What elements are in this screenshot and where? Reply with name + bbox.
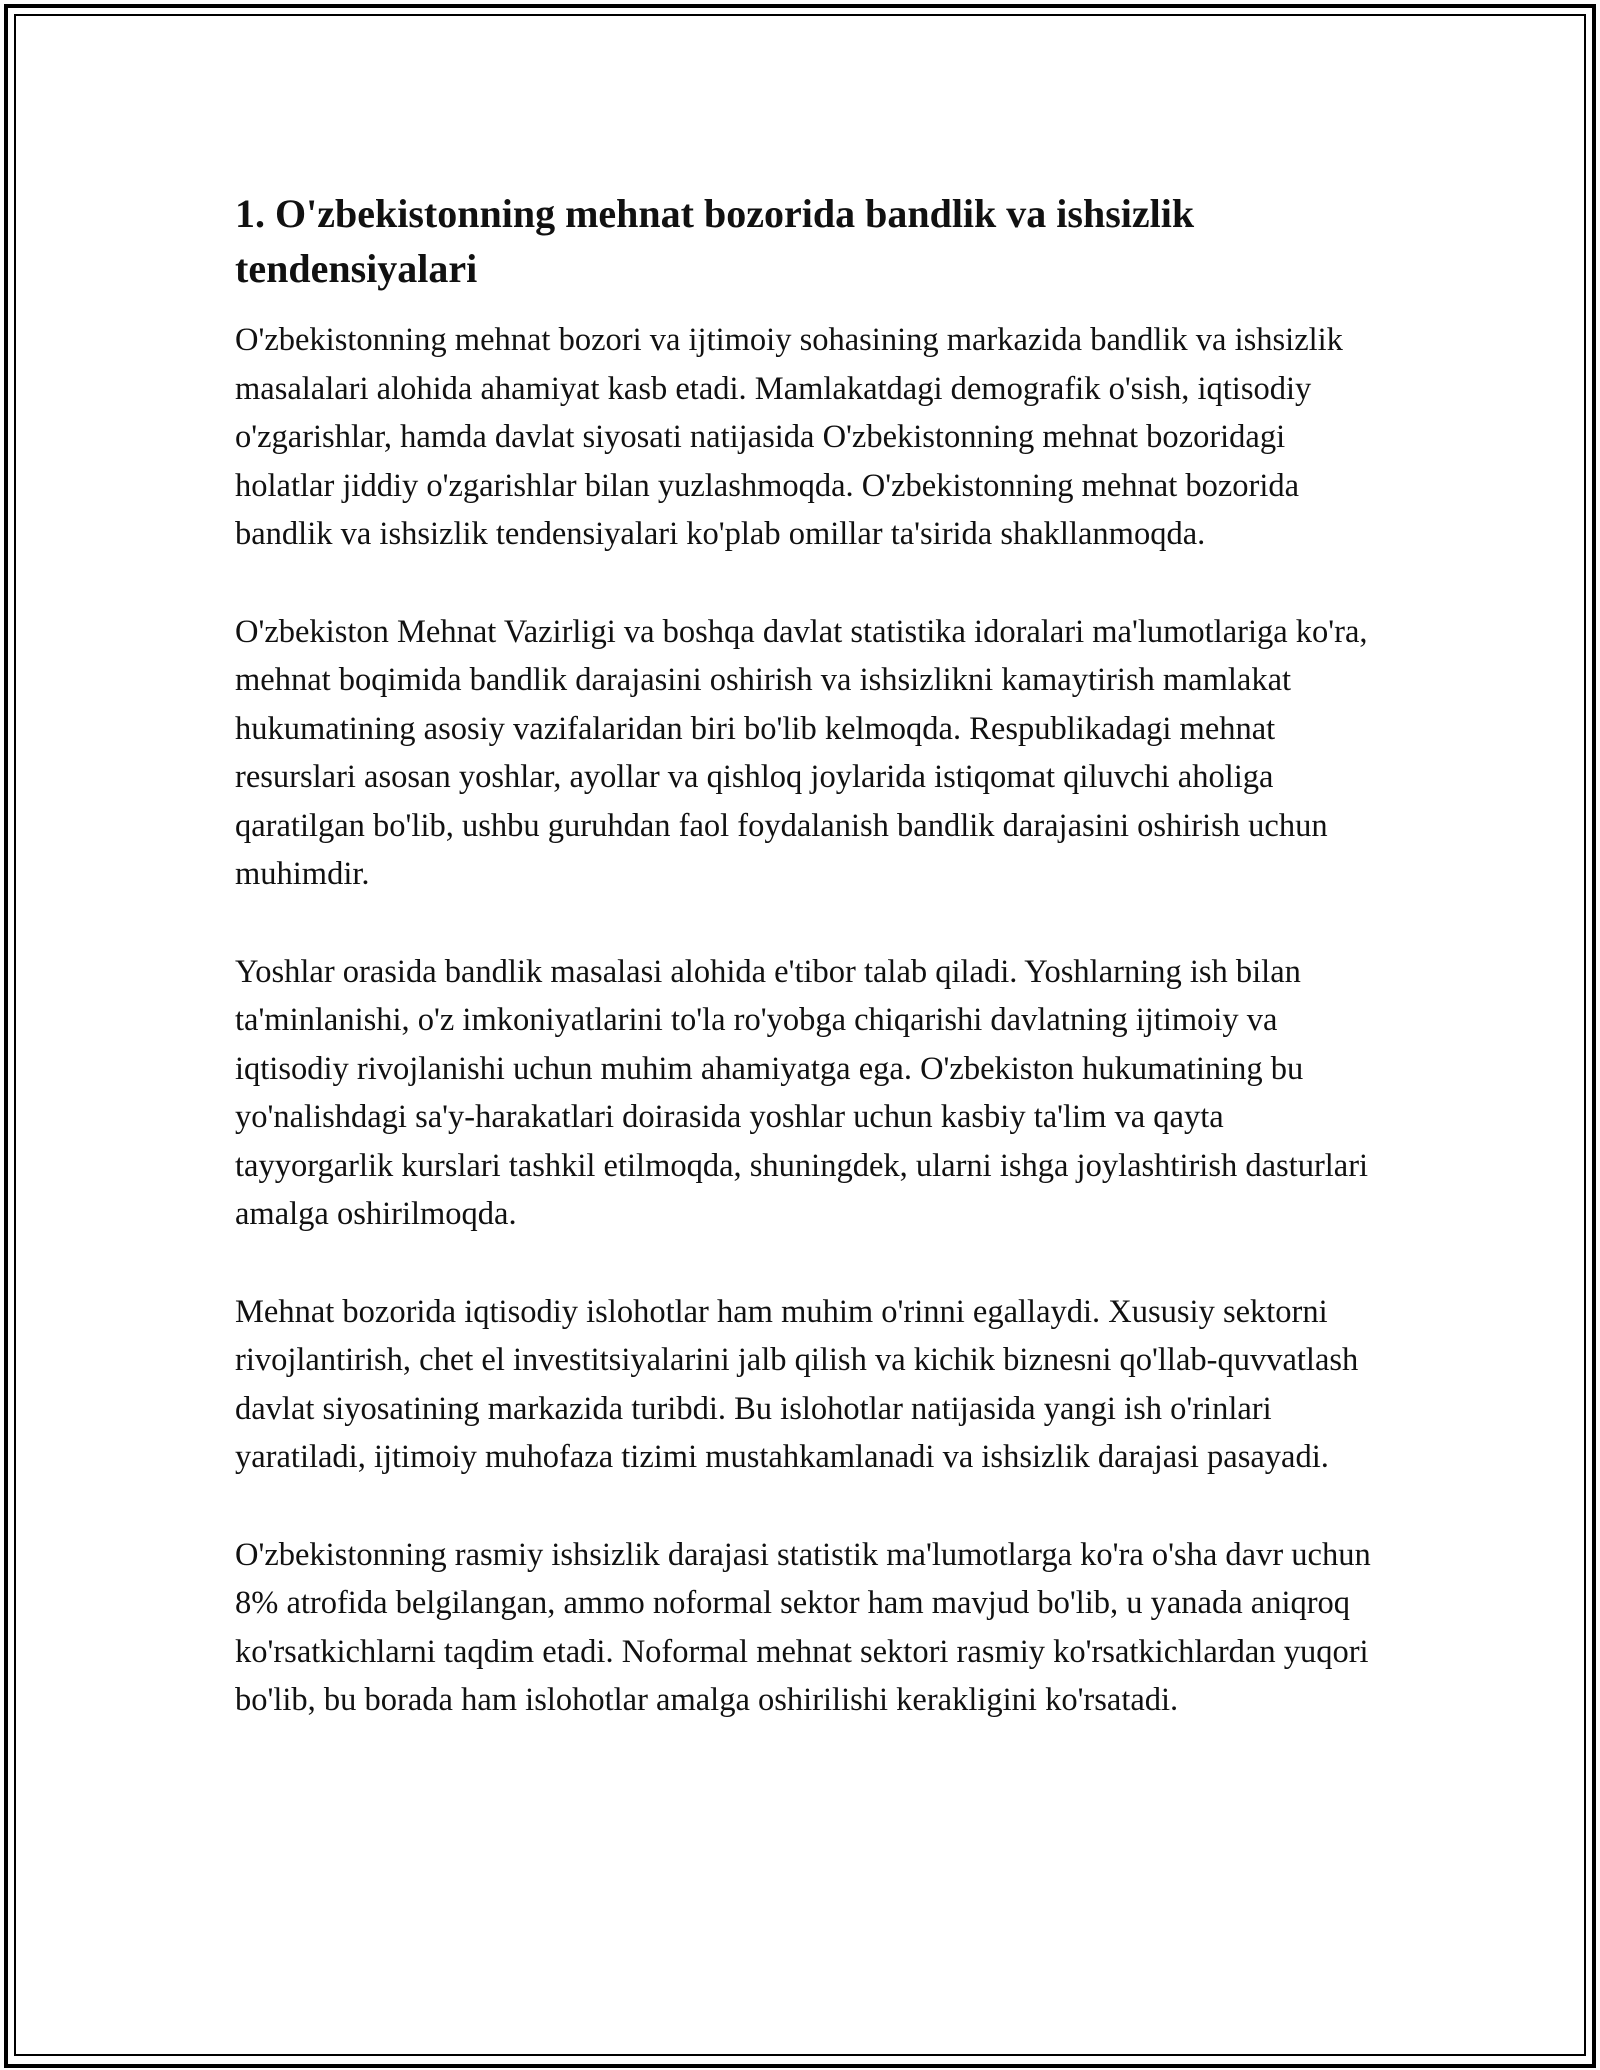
paragraph-3: Yoshlar orasida bandlik masalasi alohida e'tibor talab qiladi. Yoshlarning ish bilan ta'minlanishi, o'z imkoniyatlarini to'la ro'yobga chiqarishi davlatning ijtimoiy va iqtisodiy rivojlanishi uchun muhim ahamiyatga ega. O'zbekiston hukumatining bu yo'nalishdagi sa'y-harakatlari doirasida yoshlar uchun kasbiy ta'lim va qayta tayyorgarlik kurslari tashkil etilmoqda, shuningdek, ularni ishga joylashtirish dasturlari amalga oshirilmoqda.: [235, 953, 1369, 1232]
section-heading: 1. O'zbekistonning mehnat bozorida bandlik va ishsizlik tendensiyalari: [235, 191, 1195, 291]
paragraph-1: O'zbekistonning mehnat bozori va ijtimoiy sohasining markazida bandlik va ishsizlik masalalari alohida ahamiyat kasb etadi. Mamlakatdagi demografik o'sish, iqtisodiy o'zgarishlar, hamda davlat siyosati natijasida O'zbekistonning mehnat bozoridagi holatlar jiddiy o'zgarishlar bilan yuzlashmoqda. O'zbekistonning mehnat bozorida bandlik va ishsizlik tendensiyalari ko'plab omillar ta'sirida shakllanmoqda.: [235, 322, 1343, 552]
document-body: [235, 186, 1375, 1774]
paragraph-4: Mehnat bozorida iqtisodiy islohotlar ham muhim o'rinni egallaydi. Xususiy sektorni rivojlantirish, chet el investitsiyalarini jalb qilish va kichik biznesni qo'llab-quvvatlash davlat siyosatining markazida turibdi. Bu islohotlar natijasida yangi ish o'rinlari yaratiladi, ijtimoiy muhofaza tizimi mustahkamlanadi va ishsizlik darajasi pasayadi.: [235, 1293, 1359, 1475]
paragraph-5: O'zbekistonning rasmiy ishsizlik darajasi statistik ma'lumotlarga ko'ra o'sha davr uchun 8% atrofida belgilangan, ammo noformal sektor ham mavjud bo'lib, u yanada aniqroq ko'rsatkichlarni taqdim etadi. Noformal mehnat sektori rasmiy ko'rsatkichlardan yuqori bo'lib, bu borada ham islohotlar amalga oshirilishi kerakligini ko'rsatadi.: [235, 1536, 1371, 1718]
paragraph-2: O'zbekiston Mehnat Vazirligi va boshqa davlat statistika idoralari ma'lumotlariga ko'ra, mehnat boqimida bandlik darajasini oshirish va ishsizlikni kamaytirish mamlakat hukumatining asosiy vazifalaridan biri bo'lib kelmoqda. Respublikadagi mehnat resurslari asosan yoshlar, ayollar va qishloq joylarida istiqomat qiluvchi aholiga qaratilgan bo'lib, ushbu guruhdan faol foydalanish bandlik darajasini oshirish uchun muhimdir.: [235, 613, 1368, 892]
